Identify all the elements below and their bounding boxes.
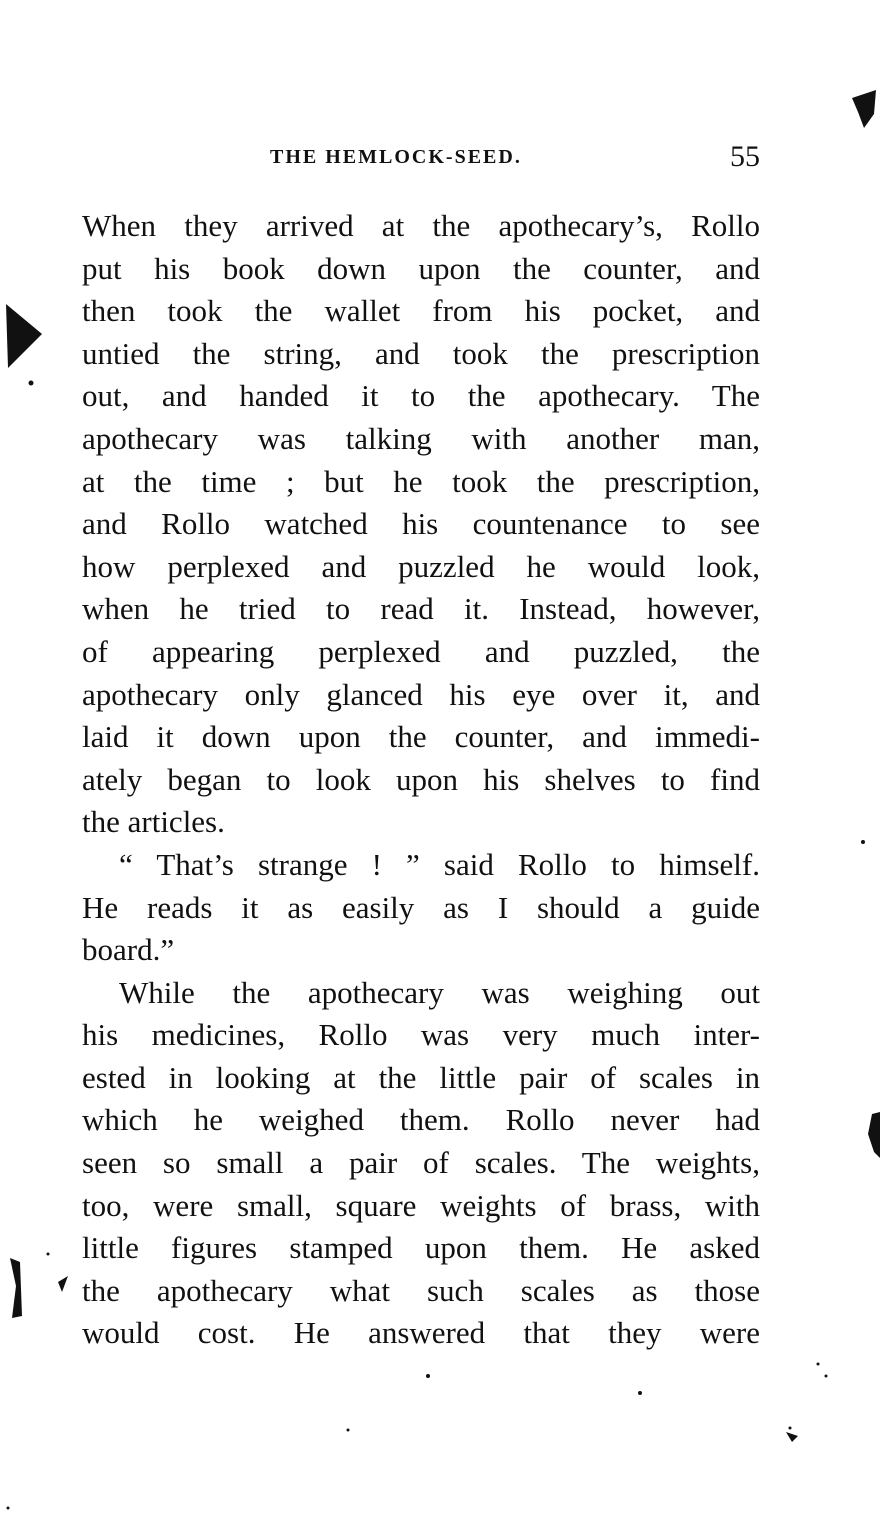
- page-number: 55: [730, 140, 760, 173]
- ink-speck: [786, 1432, 798, 1442]
- ink-speck: [58, 1276, 68, 1292]
- text-line: When they arrived at the apothecary’s, Rollo: [82, 208, 760, 243]
- ink-dot: [638, 1391, 642, 1395]
- text-line: laid it down upon the counter, and immedi-: [82, 719, 760, 755]
- text-line: which he weighed them. Rollo never had: [82, 1102, 760, 1138]
- text-line: untied the string, and took the prescription: [82, 335, 760, 371]
- text-line: board.”: [82, 932, 175, 968]
- running-title: THE HEMLOCK-SEED.: [270, 146, 522, 168]
- text-line: his medicines, Rollo was very much inter-: [82, 1017, 760, 1053]
- text-line: the apothecary what such scales as those: [82, 1272, 760, 1308]
- text-line: the articles.: [82, 804, 225, 840]
- text-line: too, were small, square weights of brass, with: [82, 1187, 760, 1223]
- ink-dot: [861, 840, 865, 844]
- text-line: of appearing perplexed and puzzled, the: [82, 633, 760, 669]
- text-line: and Rollo watched his countenance to see: [82, 506, 760, 542]
- text-line: how perplexed and puzzled he would look,: [82, 548, 760, 584]
- ink-blot-top-right: [852, 90, 876, 128]
- text-line: when he tried to read it. Instead, however,: [82, 591, 760, 627]
- text-line: put his book down upon the counter, and: [82, 250, 760, 286]
- text-line: While the apothecary was weighing out: [119, 974, 760, 1010]
- ink-dot: [347, 1429, 350, 1432]
- text-line: out, and handed it to the apothecary. The: [82, 378, 760, 414]
- text-line: then took the wallet from his pocket, and: [82, 293, 760, 329]
- ink-dot: [789, 1427, 792, 1430]
- ink-dot: [7, 1507, 10, 1510]
- text-line: He reads it as easily as I should a guide: [82, 889, 760, 925]
- text-line: apothecary was talking with another man,: [82, 420, 760, 456]
- text-line: ately began to look upon his shelves to find: [82, 761, 760, 797]
- ink-blot-left-margin: [6, 304, 42, 368]
- ink-blot-right-margin: [868, 1112, 880, 1158]
- ink-dot: [426, 1374, 430, 1378]
- text-line: ested in looking at the little pair of scales in: [82, 1059, 760, 1095]
- body-text: [82, 205, 760, 1355]
- text-line: “ That’s strange ! ” said Rollo to himself.: [119, 846, 760, 882]
- text-line: apothecary only glanced his eye over it, and: [82, 676, 760, 712]
- ink-dot: [825, 1375, 828, 1378]
- text-line: would cost. He answered that they were: [82, 1315, 760, 1351]
- running-head: [82, 140, 762, 180]
- text-line: at the time ; but he took the prescription,: [82, 463, 760, 499]
- ink-dot: [29, 381, 34, 386]
- ink-dot: [817, 1363, 820, 1366]
- ink-dot: [47, 1253, 50, 1256]
- ink-blot-bottom-left: [10, 1258, 22, 1318]
- text-line: little figures stamped upon them. He asked: [82, 1230, 760, 1266]
- text-line: seen so small a pair of scales. The weights,: [82, 1145, 760, 1181]
